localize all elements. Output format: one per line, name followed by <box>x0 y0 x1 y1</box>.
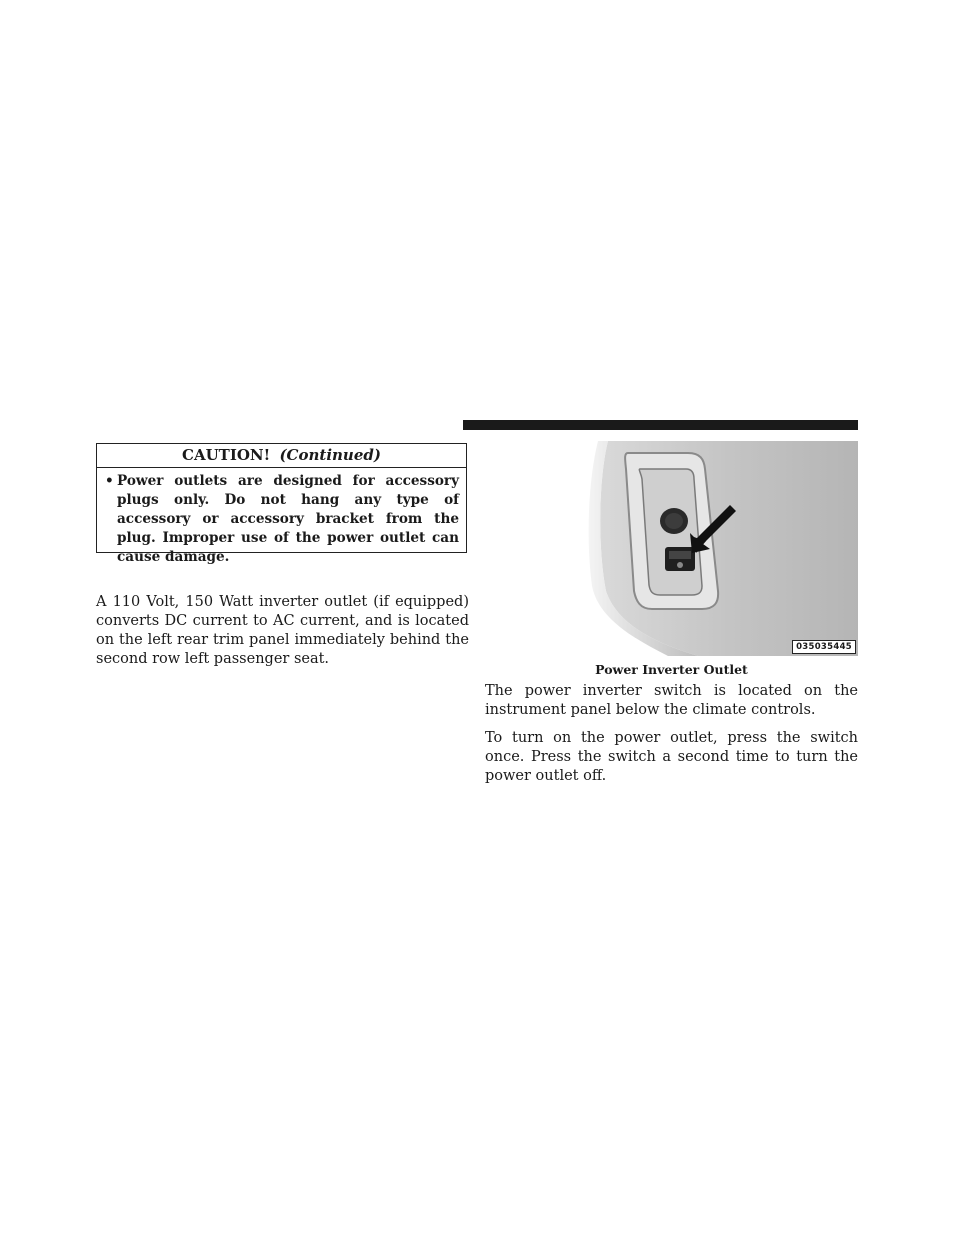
section-rule <box>463 420 858 430</box>
switch-location-text: The power inverter switch is located on the instrument panel below the climate controls. <box>485 683 858 718</box>
bullet-icon: • <box>105 473 114 489</box>
operation-text: To turn on the power outlet, press the switch once. Press the switch a second time to turn the power outlet off. <box>485 730 858 784</box>
caution-text: Power outlets are designed for accessory plugs only. Do not hang any type of accessory or accessory bracket from the plug. Improper use of the power outlet can cause damage. <box>117 473 459 565</box>
caution-body <box>97 468 466 567</box>
inverter-description: A 110 Volt, 150 Watt inverter outlet (if equipped) converts DC current to AC current, and is located on the left rear trim panel immediately behind the second row left passenger seat. <box>96 594 469 667</box>
caution-continued: (Continued) <box>279 446 381 464</box>
figure-code: 035035445 <box>792 640 856 654</box>
caution-title: CAUTION! <box>182 446 271 464</box>
caution-box <box>96 443 467 565</box>
outlet-illustration <box>568 441 858 656</box>
power-inverter-outlet-image <box>568 441 858 656</box>
figure-caption: Power Inverter Outlet <box>595 662 748 677</box>
caution-header <box>97 444 466 468</box>
